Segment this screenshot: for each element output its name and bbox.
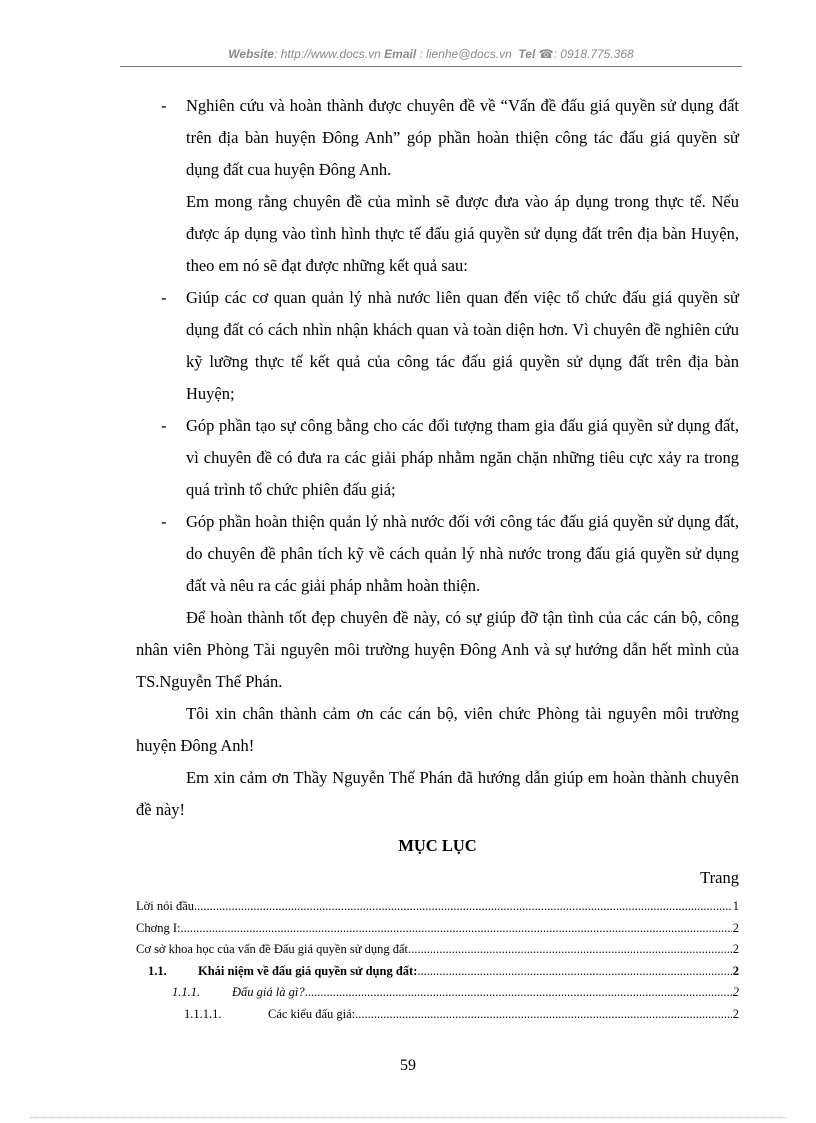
toc-entry[interactable] <box>136 918 739 940</box>
bullet-dash: - <box>161 512 167 531</box>
bullet-text: Giúp các cơ quan quản lý nhà nước liên quan đến việc tổ chức đấu giá quyền sử dụng đất có cách nhìn nhận khách quan và toàn diện hơn. Vì chuyên đề nghiên cứu kỹ lưỡng thực tế kết quả của công tác đấu giá quyền sử dụng đất trên địa bàn Huyện; <box>186 288 739 403</box>
toc-entry-text: Chơng I: <box>136 920 181 935</box>
toc-leader <box>355 1004 732 1026</box>
toc-leader <box>408 939 732 961</box>
toc-entry[interactable] <box>136 982 739 1004</box>
page-header <box>120 47 742 61</box>
bullet-item <box>136 506 739 602</box>
toc-entry-number: 1.1.1.1. <box>184 1006 222 1021</box>
toc-entry-page: 2 <box>732 920 739 935</box>
page-number: 59 <box>400 1057 416 1074</box>
website-label: Website <box>228 47 275 61</box>
bullet-item <box>136 282 739 410</box>
bullet-dash: - <box>161 288 167 307</box>
phone-icon: ☎ <box>538 47 554 61</box>
bullet-dash: - <box>161 96 167 115</box>
bullet-text: Góp phần hoàn thiện quản lý nhà nước đối với công tác đấu giá quyền sử dụng đất, do chuyên đề phân tích kỹ về cách quản lý nhà nước trong đấu giá quyền sử dụng đất và nêu ra các giải pháp nhằm hoàn thiện. <box>186 512 739 595</box>
toc-entry-page: 2 <box>732 1006 739 1021</box>
paragraph-thanks: Em xin cảm ơn Thầy Nguyễn Thế Phán đã hướng dẫn giúp em hoàn thành chuyên đề này! <box>136 768 739 819</box>
paragraph-thanks: Tôi xin chân thành cảm ơn các cán bộ, viên chức Phòng tài nguyên môi trường huyện Đông Anh! <box>136 704 739 755</box>
document-body <box>136 90 739 1025</box>
bottom-divider <box>30 1117 786 1118</box>
table-of-contents <box>136 896 739 1025</box>
email-value[interactable]: : lienhe@docs.vn <box>416 47 512 61</box>
toc-page-label: Trang <box>700 868 739 887</box>
toc-entry-page: 2 <box>732 985 739 999</box>
toc-entry[interactable] <box>136 939 739 961</box>
toc-leader <box>305 982 732 1004</box>
toc-entry-text: Các kiểu đấu giá: <box>268 1006 356 1021</box>
tel-label: Tel <box>518 47 536 61</box>
toc-entry-text: Đấu giá là gì? <box>232 985 305 999</box>
bullet-text: Nghiên cứu và hoàn thành được chuyên đề về “Vấn đề đấu giá quyền sử dụng đất trên địa bàn huyện Đông Anh” góp phần hoàn thiện công tác đấu giá quyền sử dụng đất cua huyện Đông Anh. <box>186 96 739 179</box>
bullet-item <box>136 410 739 506</box>
header-divider <box>120 66 742 67</box>
toc-leader <box>417 961 731 983</box>
toc-leader <box>180 918 731 940</box>
bullet-dash: - <box>161 416 167 435</box>
bullet-text: Góp phần tạo sự công bằng cho các đối tượng tham gia đấu giá quyền sử dụng đất, vì chuyên đề có đưa ra các giải pháp nhằm ngăn chặn những tiêu cực xảy ra trong quá trình tổ chức phiên đấu giá; <box>186 416 739 499</box>
website-value[interactable]: : http://www.docs.vn <box>274 47 381 61</box>
toc-entry[interactable] <box>136 1004 739 1026</box>
toc-title: MỤC LỤC <box>398 836 477 855</box>
paragraph-thanks: Để hoàn thành tốt đẹp chuyên đề này, có sự giúp đỡ tận tình của các cán bộ, công nhân viên Phòng Tài nguyên môi trường huyện Đông Anh và sự hướng dẫn hết mình của TS.Nguyễn Thế Phán. <box>136 608 739 691</box>
toc-leader <box>194 896 732 918</box>
toc-entry-text: Khái niệm về đấu giá quyền sử dụng đất: <box>198 963 418 978</box>
email-label: Email <box>384 47 417 61</box>
toc-entry-page: 1 <box>732 899 739 913</box>
bullet-item <box>136 90 739 186</box>
toc-entry[interactable] <box>136 961 739 983</box>
paragraph-hope: Em mong rằng chuyên đề của mình sẽ được đưa vào áp dụng trong thực tế. Nếu được áp dụng vào tình hình thực tế đấu giá quyền sử dụng đất trên địa bàn Huyện, theo em nó sẽ đạt được những kết quả sau: <box>186 192 739 275</box>
toc-entry-text: Lời nói đầu <box>136 899 194 913</box>
toc-entry-number: 1.1.1. <box>172 985 201 999</box>
toc-entry-page: 2 <box>732 963 739 978</box>
tel-value: : 0918.775.368 <box>553 47 634 61</box>
toc-entry-text: Cơ sở khoa học của vấn đề Đấu giá quyền sử dụng đất <box>136 942 409 956</box>
toc-entry-number: 1.1. <box>148 963 167 978</box>
toc-entry[interactable] <box>136 896 739 918</box>
toc-entry-page: 2 <box>732 942 739 956</box>
